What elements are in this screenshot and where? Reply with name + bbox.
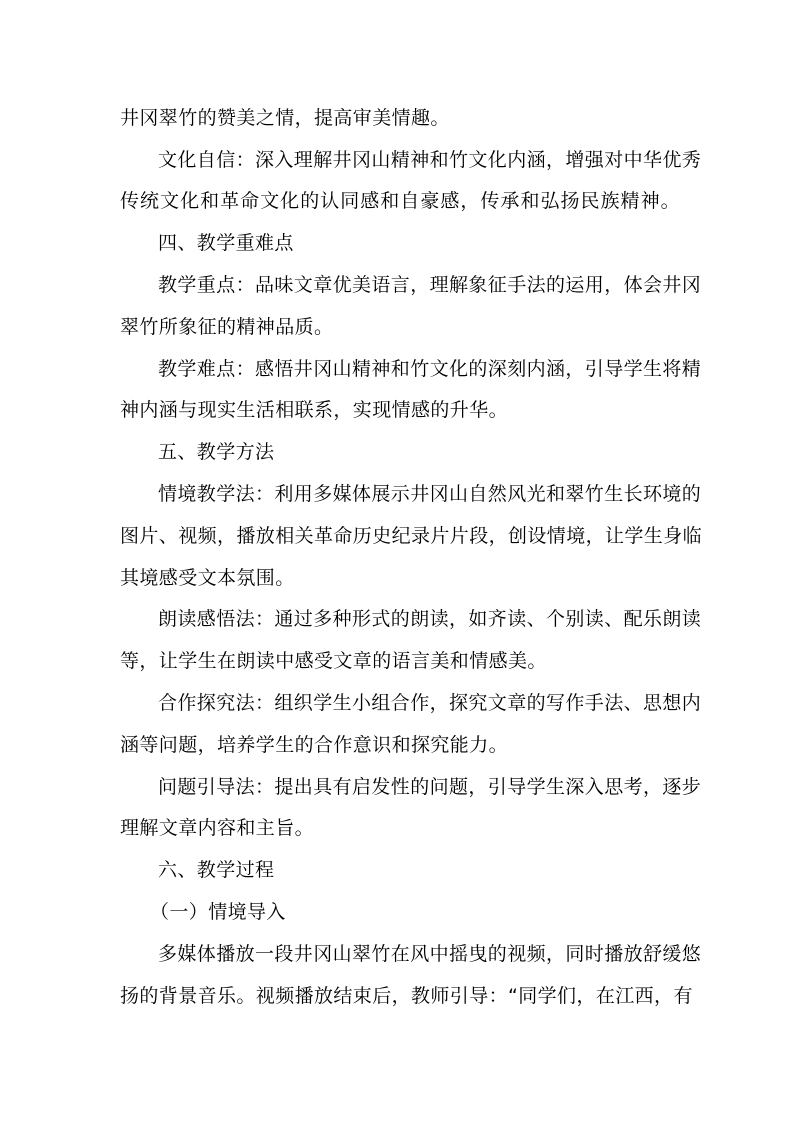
paragraph-line: 朗读感悟法：通过多种形式的朗读，如齐读、个别读、配乐朗读 [158, 608, 702, 630]
paragraph-line: 教学重点：品味文章优美语言，理解象征手法的运用，体会井冈 [158, 274, 702, 296]
subsection-heading: （一）情境导入 [150, 901, 286, 923]
paragraph-line: 多媒体播放一段井冈山翠竹在风中摇曳的视频，同时播放舒缓悠 [158, 943, 702, 965]
paragraph-line: 神内涵与现实生活相联系，实现情感的升华。 [120, 399, 509, 421]
section-heading: 五、教学方法 [158, 441, 275, 463]
paragraph-line: 传统文化和革命文化的认同感和自豪感，传承和弘扬民族精神。 [120, 190, 680, 212]
paragraph-line: 图片、视频，播放相关革命历史纪录片片段，创设情境，让学生身临 [120, 525, 703, 547]
paragraph-line: 问题引导法：提出具有启发性的问题，引导学生深入思考，逐步 [158, 776, 702, 798]
section-heading: 六、教学过程 [158, 859, 275, 881]
paragraph-line: 理解文章内容和主旨。 [120, 817, 315, 839]
paragraph-line: 翠竹所象征的精神品质。 [120, 316, 334, 338]
paragraph-line: 文化自信：深入理解井冈山精神和竹文化内涵，增强对中华优秀 [158, 149, 702, 171]
paragraph-line: 合作探究法：组织学生小组合作，探究文章的写作手法、思想内 [158, 692, 702, 714]
paragraph-line: 其境感受文本氛围。 [120, 567, 295, 589]
paragraph-line: 扬的背景音乐。视频播放结束后，教师引导：“同学们，在江西，有 [120, 985, 693, 1007]
paragraph-line: 涵等问题，培养学生的合作意识和探究能力。 [120, 734, 509, 756]
paragraph-line: 井冈翠竹的赞美之情，提高审美情趣。 [120, 107, 450, 129]
paragraph-line: 等，让学生在朗读中感受文章的语言美和情感美。 [120, 650, 547, 672]
section-heading: 四、教学重难点 [158, 232, 294, 254]
paragraph-line: 情境教学法：利用多媒体展示井冈山自然风光和翠竹生长环境的 [158, 483, 702, 505]
paragraph-line: 教学难点：感悟井冈山精神和竹文化的深刻内涵，引导学生将精 [158, 358, 702, 380]
